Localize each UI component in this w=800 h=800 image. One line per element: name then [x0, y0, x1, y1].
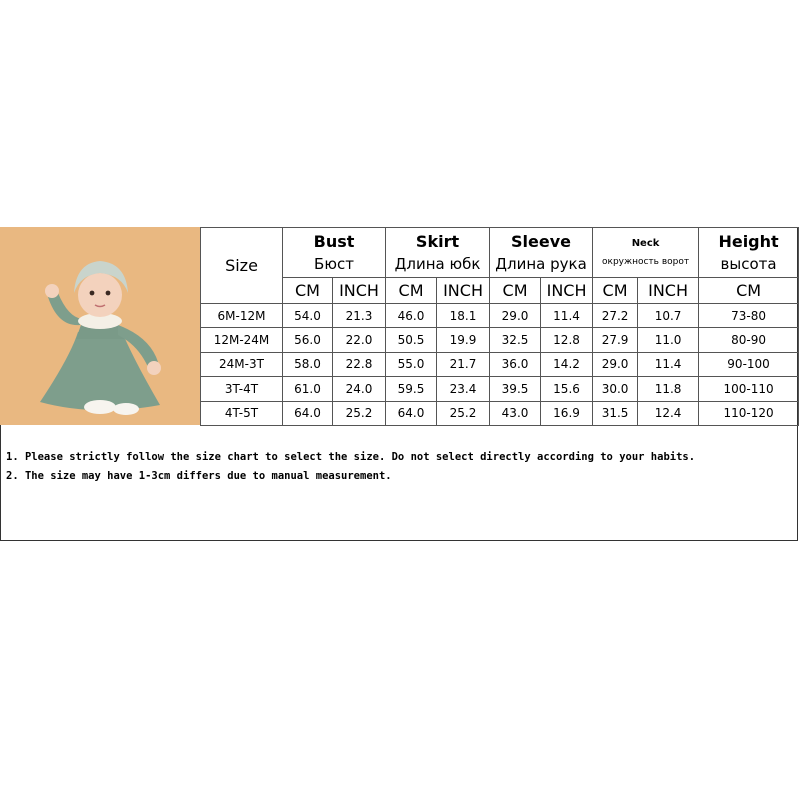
cell-sleeve-inch: 11.4 [541, 304, 593, 328]
size-notes [6, 448, 786, 486]
product-photo [0, 227, 200, 425]
cell-neck-cm: 31.5 [593, 401, 638, 425]
cell-bust-cm: 64.0 [283, 401, 333, 425]
cell-skirt-cm: 59.5 [386, 377, 437, 401]
cell-sleeve-inch: 12.8 [541, 328, 593, 352]
cell-neck-inch: 10.7 [638, 304, 699, 328]
table-row [201, 328, 799, 352]
table-row [201, 352, 799, 376]
cell-bust-inch: 22.0 [333, 328, 386, 352]
cell-neck-cm: 29.0 [593, 352, 638, 376]
table-row [201, 377, 799, 401]
unit-bust-cm: CM [283, 278, 333, 304]
cell-size: 6M-12M [201, 304, 283, 328]
header-neck: Neck окружность ворот [593, 228, 699, 278]
cell-sleeve-inch: 16.9 [541, 401, 593, 425]
cell-neck-cm: 27.2 [593, 304, 638, 328]
cell-neck-cm: 27.9 [593, 328, 638, 352]
cell-sleeve-cm: 36.0 [490, 352, 541, 376]
unit-height-cm: CM [699, 278, 799, 304]
cell-skirt-cm: 55.0 [386, 352, 437, 376]
table-row [201, 401, 799, 425]
baby-dress-illustration [0, 227, 200, 425]
cell-neck-inch: 11.8 [638, 377, 699, 401]
cell-bust-cm: 61.0 [283, 377, 333, 401]
cell-sleeve-inch: 15.6 [541, 377, 593, 401]
cell-height-cm: 90-100 [699, 352, 799, 376]
cell-size: 3T-4T [201, 377, 283, 401]
note-2: 2. The size may have 1-3cm differs due to manual measurement. [6, 470, 392, 482]
unit-neck-cm: CM [593, 278, 638, 304]
cell-size: 12M-24M [201, 328, 283, 352]
cell-bust-cm: 56.0 [283, 328, 333, 352]
header-skirt: Skirt Длина юбк [386, 228, 490, 278]
header-sleeve: Sleeve Длина рука [490, 228, 593, 278]
cell-bust-cm: 54.0 [283, 304, 333, 328]
cell-skirt-inch: 19.9 [437, 328, 490, 352]
cell-skirt-inch: 18.1 [437, 304, 490, 328]
note-1: 1. Please strictly follow the size chart to select the size. Do not select directly according to your habits. [6, 451, 696, 463]
cell-skirt-inch: 25.2 [437, 401, 490, 425]
unit-skirt-cm: CM [386, 278, 437, 304]
cell-neck-inch: 11.4 [638, 352, 699, 376]
cell-height-cm: 100-110 [699, 377, 799, 401]
cell-bust-inch: 21.3 [333, 304, 386, 328]
cell-size: 24M-3T [201, 352, 283, 376]
cell-sleeve-inch: 14.2 [541, 352, 593, 376]
size-chart-table [200, 227, 799, 426]
cell-neck-inch: 12.4 [638, 401, 699, 425]
cell-height-cm: 110-120 [699, 401, 799, 425]
cell-sleeve-cm: 32.5 [490, 328, 541, 352]
cell-bust-inch: 24.0 [333, 377, 386, 401]
cell-skirt-inch: 21.7 [437, 352, 490, 376]
unit-skirt-inch: INCH [437, 278, 490, 304]
unit-neck-inch: INCH [638, 278, 699, 304]
cell-height-cm: 80-90 [699, 328, 799, 352]
cell-skirt-cm: 50.5 [386, 328, 437, 352]
cell-sleeve-cm: 29.0 [490, 304, 541, 328]
cell-skirt-inch: 23.4 [437, 377, 490, 401]
header-bust: Bust Бюст [283, 228, 386, 278]
unit-sleeve-inch: INCH [541, 278, 593, 304]
cell-sleeve-cm: 43.0 [490, 401, 541, 425]
cell-bust-inch: 22.8 [333, 352, 386, 376]
header-size: Size [201, 228, 283, 304]
cell-bust-inch: 25.2 [333, 401, 386, 425]
header-height: Height высота [699, 228, 799, 278]
cell-skirt-cm: 64.0 [386, 401, 437, 425]
cell-bust-cm: 58.0 [283, 352, 333, 376]
cell-neck-inch: 11.0 [638, 328, 699, 352]
table-row [201, 304, 799, 328]
cell-height-cm: 73-80 [699, 304, 799, 328]
unit-bust-inch: INCH [333, 278, 386, 304]
cell-neck-cm: 30.0 [593, 377, 638, 401]
cell-skirt-cm: 46.0 [386, 304, 437, 328]
unit-sleeve-cm: CM [490, 278, 541, 304]
cell-sleeve-cm: 39.5 [490, 377, 541, 401]
cell-size: 4T-5T [201, 401, 283, 425]
